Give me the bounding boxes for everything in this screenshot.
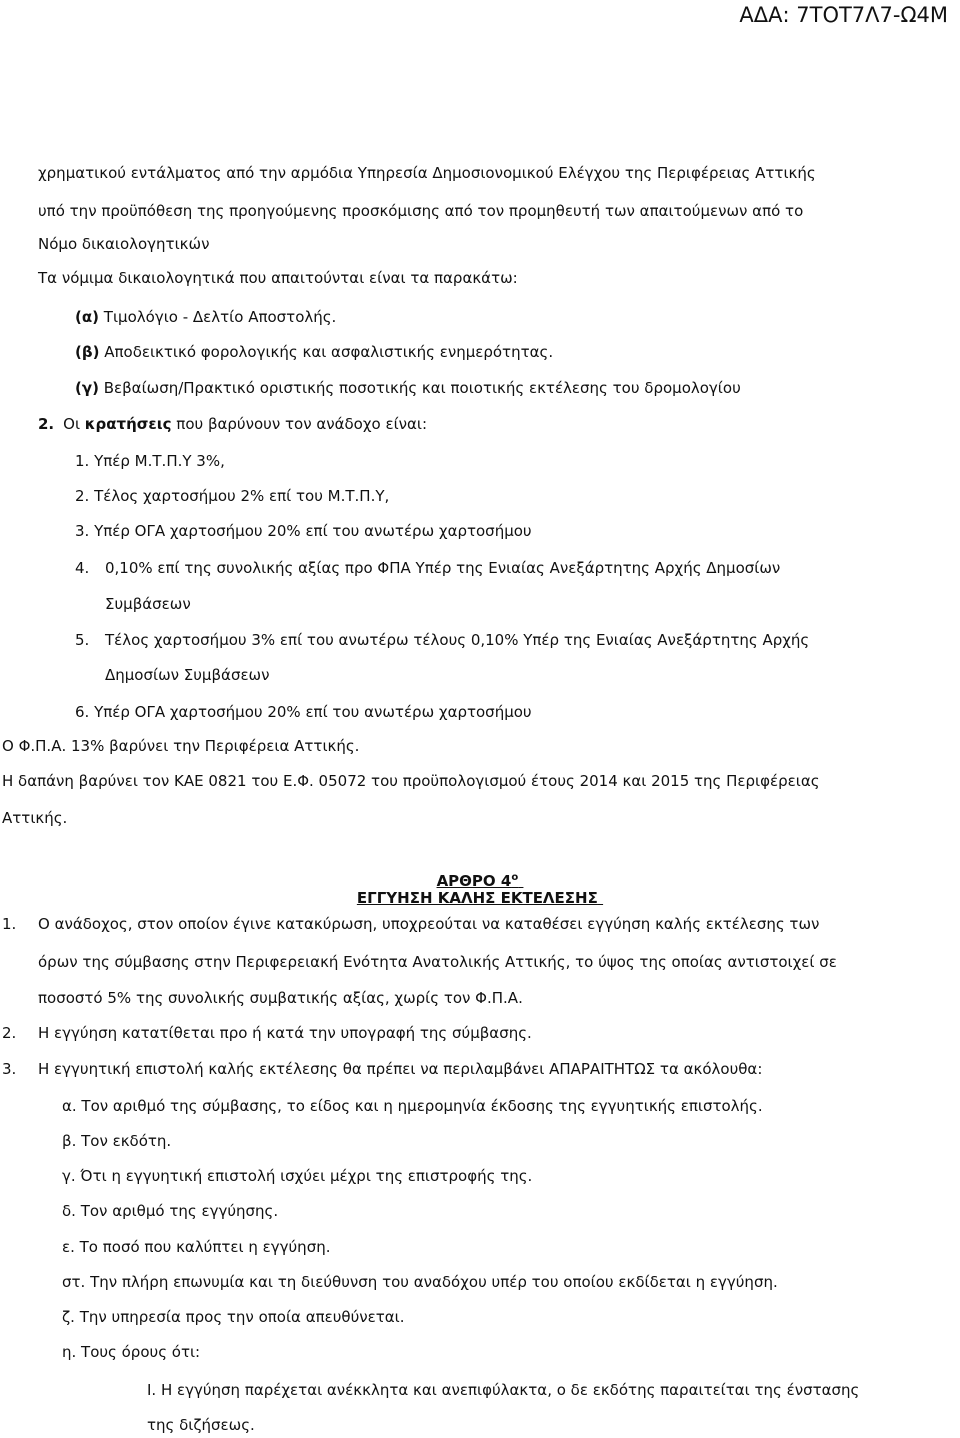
item-number: 6. <box>75 703 90 721</box>
guarantee-line: Ο ανάδοχος, στον οποίον έγινε κατακύρωση, υποχρεούται να καταθέσει εγγύηση καλής εκτέλεσης των <box>38 915 820 933</box>
expense-line: Αττικής. <box>2 809 68 827</box>
doc-item-label: (γ) <box>75 379 99 397</box>
guarantee-number: 3. <box>2 1060 17 1078</box>
item-text: Υπέρ Μ.Τ.Π.Υ 3%, <box>94 452 225 470</box>
retentions-heading <box>38 414 427 434</box>
paragraph-line: Νόμο δικαιολογητικών <box>38 235 210 253</box>
article-subtitle-text: ΕΓΓΥΗΣΗ ΚΑΛΗΣ ΕΚΤΕΛΕΣΗΣ <box>356 889 598 907</box>
guarantee-item: στ. Την πλήρη επωνυμία και τη διεύθυνση του αναδόχου υπέρ του οποίου εκδίδεται η εγγύηση. <box>62 1273 778 1291</box>
retention-item <box>75 451 225 471</box>
retentions-number: 2. <box>38 415 55 433</box>
guarantee-item: α. Τον αριθμό της σύμβασης, το είδος και η ημερομηνία έκδοσης της εγγυητικής επιστολής. <box>62 1097 763 1115</box>
guarantee-item: η. Τους όρους ότι: <box>62 1343 201 1361</box>
guarantee-subitem: Ι. Η εγγύηση παρέχεται ανέκκλητα και ανεπιφύλακτα, ο δε εκδότης παραιτείται της ένστασης <box>147 1381 860 1399</box>
guarantee-item: ζ. Την υπηρεσία προς την οποία απευθύνεται. <box>62 1308 405 1326</box>
retention-item-number: 5. <box>75 631 90 649</box>
article-title-sup: ο <box>511 872 519 883</box>
paragraph-line: χρηματικού εντάλματος από την αρμόδια Υπηρεσία Δημοσιονομικού Ελέγχου της Περιφέρειας Αττικής <box>38 164 816 182</box>
retention-item-text: 0,10% επί της συνολικής αξίας προ ΦΠΑ Υπέρ της Ενιαίας Ανεξάρτητης Αρχής Δημοσίων <box>105 559 781 577</box>
retention-item-text: Συμβάσεων <box>105 595 191 613</box>
guarantee-number: 1. <box>2 915 17 933</box>
doc-item-label: (β) <box>75 343 100 361</box>
paragraph-line: Τα νόμιμα δικαιολογητικά που απαιτούνται είναι τα παρακάτω: <box>38 269 518 287</box>
guarantee-line: Η εγγύηση κατατίθεται προ ή κατά την υπογραφή της σύμβασης. <box>38 1024 532 1042</box>
guarantee-line: Η εγγυητική επιστολή καλής εκτέλεσης θα πρέπει να περιλαμβάνει ΑΠΑΡΑΙΤΗΤΩΣ τα ακόλουθα: <box>38 1060 763 1078</box>
retention-item <box>75 486 389 506</box>
guarantee-item: γ. Ότι η εγγυητική επιστολή ισχύει μέχρι της επιστροφής της. <box>62 1167 533 1185</box>
doc-item-a <box>75 307 336 327</box>
doc-item-label: (α) <box>75 308 100 326</box>
guarantee-item: β. Τον εκδότη. <box>62 1132 172 1150</box>
vat-line: Ο Φ.Π.Α. 13% βαρύνει την Περιφέρεια Αττικής. <box>2 737 360 755</box>
item-text: Τέλος χαρτοσήμου 2% επί του Μ.Τ.Π.Υ, <box>94 487 390 505</box>
guarantee-number: 2. <box>2 1024 17 1042</box>
retentions-keyword: κρατήσεις <box>84 415 172 433</box>
doc-item-text: Βεβαίωση/Πρακτικό οριστικής ποσοτικής και ποιοτικής εκτέλεσης του δρομολογίου <box>98 379 741 397</box>
guarantee-line: όρων της σύμβασης στην Περιφερειακή Ενότητα Ανατολικής Αττικής, το ύψος της οποίας αντιστοιχεί σε <box>38 953 837 971</box>
doc-item-b <box>75 342 553 362</box>
item-text: Υπέρ ΟΓΑ χαρτοσήμου 20% επί του ανωτέρω χαρτοσήμου <box>94 703 532 721</box>
ada-header: ΑΔΑ: 7ΤΟΤ7Λ7-Ω4Μ <box>739 3 948 27</box>
retention-item-text: Τέλος χαρτοσήμου 3% επί του ανωτέρω τέλους 0,10% Υπέρ της Ενιαίας Ανεξάρτητης Αρχής <box>105 631 810 649</box>
guarantee-item: ε. Το ποσό που καλύπτει η εγγύηση. <box>62 1238 331 1256</box>
article-title-text: ΑΡΘΡΟ 4 <box>436 872 512 890</box>
paragraph-line: υπό την προϋπόθεση της προηγούμενης προσκόμισης από τον προμηθευτή των απαιτούμενων από το <box>38 202 804 220</box>
item-text: Υπέρ ΟΓΑ χαρτοσήμου 20% επί του ανωτέρω χαρτοσήμου <box>94 522 532 540</box>
item-number: 1. <box>75 452 90 470</box>
retentions-post: που βαρύνουν τον ανάδοχο είναι: <box>171 415 428 433</box>
retention-item-number: 4. <box>75 559 90 577</box>
item-number: 3. <box>75 522 90 540</box>
expense-line: Η δαπάνη βαρύνει τον ΚΑΕ 0821 του Ε.Φ. 05072 του προϋπολογισμού έτους 2014 και 2015 της Περιφέρειας <box>2 772 820 790</box>
doc-item-text: Τιμολόγιο - Δελτίο Αποστολής. <box>99 308 337 326</box>
retention-item <box>75 702 532 722</box>
item-number: 2. <box>75 487 90 505</box>
guarantee-item: δ. Τον αριθμό της εγγύησης. <box>62 1202 279 1220</box>
doc-item-text: Αποδεικτικό φορολογικής και ασφαλιστικής ενημερότητας. <box>99 343 554 361</box>
doc-item-c <box>75 378 741 398</box>
guarantee-subitem: της διζήσεως. <box>147 1416 255 1434</box>
retention-item-text: Δημοσίων Συμβάσεων <box>105 666 270 684</box>
guarantee-line: ποσοστό 5% της συνολικής συμβατικής αξίας, χωρίς τον Φ.Π.Α. <box>38 989 523 1007</box>
retentions-pre: Οι <box>63 415 85 433</box>
retention-item <box>75 521 532 541</box>
article-subtitle <box>0 888 960 908</box>
